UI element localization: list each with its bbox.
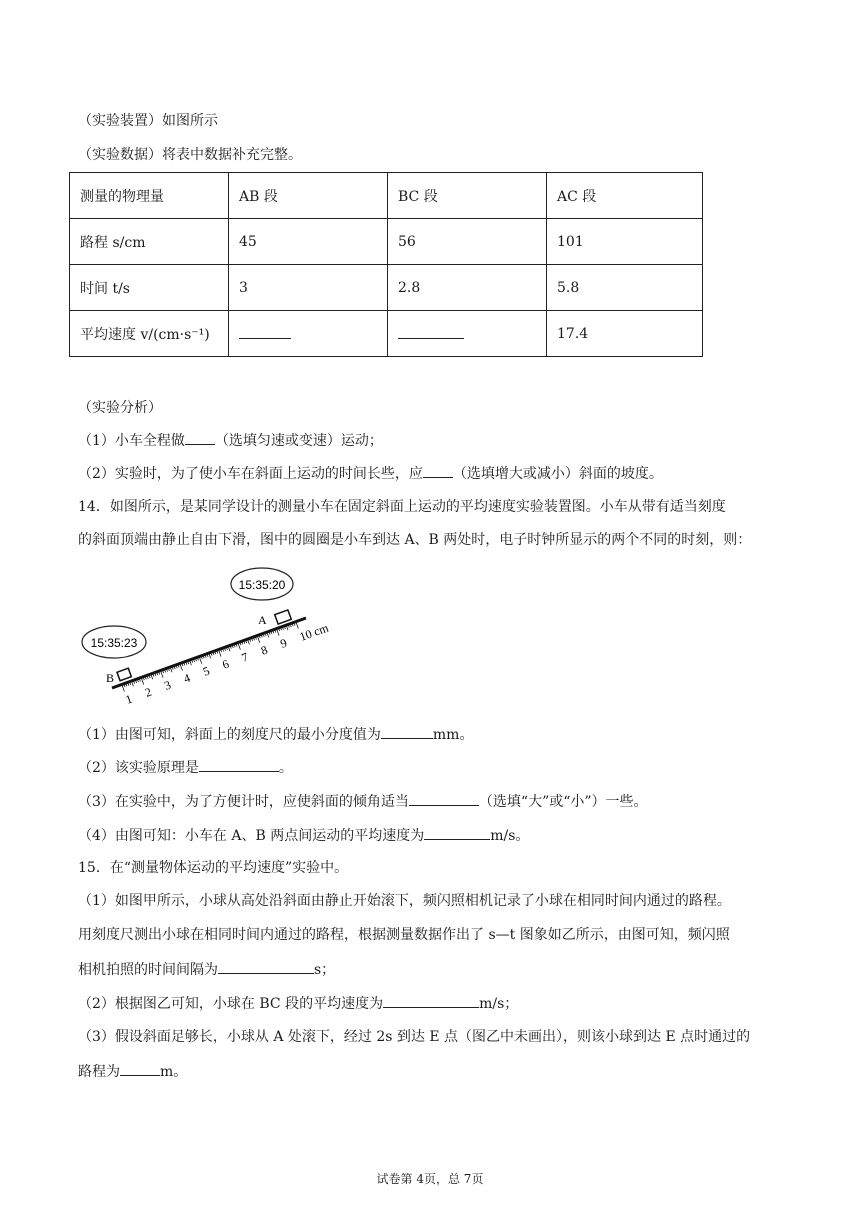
table-header-row	[70, 173, 703, 219]
ruler-label: 2	[143, 684, 154, 700]
answer-blank[interactable]	[199, 757, 279, 772]
data-table	[69, 172, 703, 357]
q15-p3-line2: 路程为 m。	[78, 1061, 187, 1082]
answer-blank[interactable]	[218, 959, 314, 974]
analysis-q2: （2）实验时，为了使小车在斜面上运动的时间长些，应 （选填增大或减小）斜面的坡度。	[78, 463, 663, 484]
ruler-label: 8	[259, 642, 270, 658]
analysis-q1: （1）小车全程做 （选填匀速或变速）运动；	[78, 430, 383, 451]
q14-intro-1: 14．如图所示，是某同学设计的测量小车在固定斜面上运动的平均速度实验装置图。小车从带有适当刻度	[78, 499, 726, 515]
q15-title: 15．在“测量物体运动的平均速度”实验中。	[78, 860, 349, 876]
table-row	[70, 311, 703, 357]
ruler-tick	[161, 671, 163, 678]
answer-blank[interactable]	[423, 463, 453, 478]
q15-p1-line2: 用刻度尺测出小球在相同时间内通过的路程，根据测量数据作出了 s—t 图象如乙所示，由图可知，频闪照	[78, 927, 730, 943]
ruler-tick	[219, 650, 221, 657]
ruler-label: 1	[123, 691, 135, 707]
ruler-label: 3	[162, 677, 173, 693]
q15-p1-line3: 相机拍照的时间间隔为 s；	[78, 959, 335, 980]
ruler-label: 10 cm	[297, 620, 331, 644]
q15-p2: （2）根据图乙可知，小球在 BC 段的平均速度为 m/s；	[78, 993, 518, 1014]
answer-blank[interactable]	[424, 825, 490, 840]
ruler-label: 9	[278, 635, 289, 651]
page-footer: 试卷第 4页，总 7页	[376, 1172, 484, 1186]
cell-ab: 3	[229, 265, 388, 311]
clock-b-text: 15:35:23	[90, 636, 138, 650]
ruler-label: 6	[220, 656, 231, 672]
ruler-tick	[199, 657, 201, 664]
q14-intro-2: 的斜面顶端由静止自由下滑，图中的圆圈是小车到达 A、B 两处时，电子时钟所显示的两个不同的时刻，则：	[78, 532, 752, 548]
q14-p1: （1）由图可知，斜面上的刻度尺的最小分度值为 mm。	[78, 724, 473, 745]
row-label: 平均速度 v/(cm·s⁻¹)	[70, 311, 229, 357]
ruler-tick	[122, 685, 124, 692]
analysis-title: （实验分析）	[78, 400, 162, 416]
header-cell: AC 段	[547, 173, 703, 219]
cell-bc-blank[interactable]	[388, 311, 547, 357]
cell-bc: 2.8	[388, 265, 547, 311]
incline-diagram	[74, 560, 334, 710]
cart-a	[275, 610, 292, 624]
cell-ac: 5.8	[547, 265, 703, 311]
ruler-tick	[132, 682, 134, 687]
q15-p3-line1: （3）假设斜面足够长，小球从 A 处滚下，经过 2s 到达 E 点（图乙中未画出），则该小球到达 E 点时通过的	[78, 1029, 751, 1045]
q14-p4: （4）由图可知：小车在 A、B 两点间运动的平均速度为 m/s。	[78, 825, 529, 846]
ruler-labels	[124, 620, 331, 707]
clock-a-text: 15:35:20	[238, 578, 286, 592]
ruler-tick	[180, 664, 182, 671]
table-row	[70, 265, 703, 311]
cell-ab-blank[interactable]	[229, 311, 388, 357]
table-row	[70, 219, 703, 265]
row-label: 时间 t/s	[70, 265, 229, 311]
q14-p2: （2）该实验原理是 。	[78, 757, 293, 778]
row-label: 路程 s/cm	[70, 219, 229, 265]
label-a: A	[258, 613, 267, 627]
header-cell: AB 段	[229, 173, 388, 219]
header-cell: BC 段	[388, 173, 547, 219]
cell-ac: 17.4	[547, 311, 703, 357]
answer-blank[interactable]	[409, 791, 479, 806]
ruler-tick	[238, 643, 240, 650]
ruler-label: 7	[239, 649, 251, 665]
q14-p3: （3）在实验中，为了方便计时，应使斜面的倾角适当 （选填“大”或“小”）一些。	[78, 791, 648, 812]
ruler-tick	[296, 622, 298, 629]
data-title: （实验数据）将表中数据补充完整。	[78, 147, 302, 163]
cell-ac: 101	[547, 219, 703, 265]
ruler-tick	[277, 629, 279, 636]
answer-blank[interactable]	[383, 993, 479, 1008]
header-cell: 测量的物理量	[70, 173, 229, 219]
ruler-ticks	[122, 622, 298, 692]
cart-b	[117, 668, 131, 681]
ruler-tick	[257, 636, 259, 643]
label-b: B	[106, 671, 115, 685]
answer-blank[interactable]	[185, 430, 215, 445]
ruler-label: 4	[181, 670, 193, 686]
answer-blank[interactable]	[381, 724, 433, 739]
setup-line: （实验装置）如图所示	[78, 113, 218, 129]
q15-p1-line1: （1）如图甲所示，小球从高处沿斜面由静止开始滚下，频闪照相机记录了小球在相同时间内通过的路程。	[78, 893, 731, 909]
ruler-tick	[141, 678, 143, 685]
cell-ab: 45	[229, 219, 388, 265]
answer-blank[interactable]	[120, 1061, 160, 1076]
cell-bc: 56	[388, 219, 547, 265]
ruler-label: 5	[201, 663, 212, 679]
